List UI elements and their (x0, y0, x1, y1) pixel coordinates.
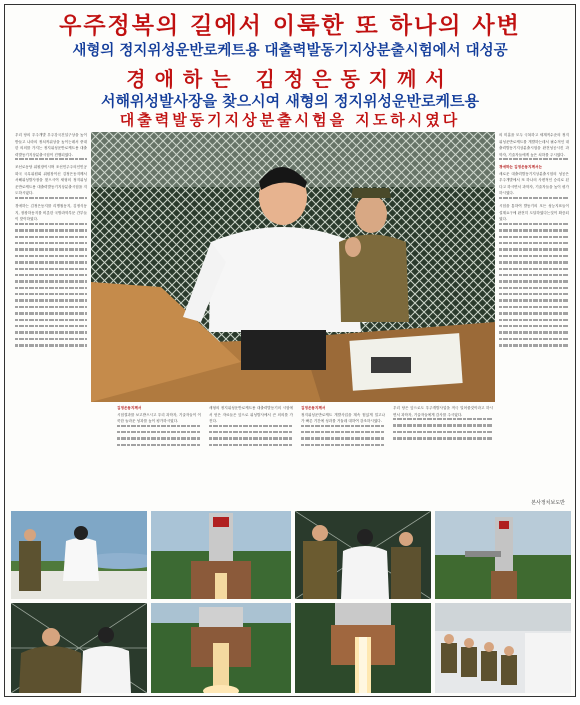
headline-sub: 새형의 정지위성운반로케트용 대출력발동기지상분출시험에서 대성공 (72, 43, 508, 59)
article-paragraph: 우리 당의 우주개발 우주강국건설구상을 높이 받들고 나라의 정치적위상을 높이는데서 중대한 의의를 가지는 정지위성운반로케트용 대출력발동기지상분출시험이 진행되였다. (15, 133, 87, 157)
headline-deck-1: 서해위성발사장을 찾으시여 새형의 정지위성운반로케트용 (101, 92, 479, 110)
thumb-engine-plume (295, 603, 431, 693)
article-paragraph: 우리 당은 앞으로도 우주개발사업을 적극 밀어줄것이라고 하시면서 과학자, 기술자들에게 감사를 주시였다. (393, 406, 493, 417)
article-column-right (499, 132, 569, 510)
article-column (301, 405, 385, 505)
thumb-control-room (435, 603, 571, 693)
headline-leader: 경애하는 김정은동지께서 (126, 67, 454, 91)
thumb-engine-closeup (151, 603, 291, 693)
thumb-officials-clapping (295, 511, 431, 599)
leader-observation-photo (91, 132, 495, 402)
article-paragraph: 정지위성운반로케트 개발사업을 계속 힘있게 밀고나가 빠른 기간에 성과를 거둘데 대하여 강조하시였다. (301, 412, 385, 423)
article-paragraph: 의 미흡을 모두 극복하고 세계적수준의 정지위성운반로케트를 개발하는데서 필수적인 대출력발동기지상분출시험을 완전성공시킨 과학자, 기술자들에게 높은 치하를 주시였다. (499, 133, 569, 157)
leader-name-highlight: 김정은동지께서 (301, 406, 326, 410)
headline-main: 우주정복의 길에서 이룩한 또 하나의 사변 (59, 13, 521, 39)
article-paragraph: 시험을 통하여 발동기의 모든 성능지표들이 설계요구에 완전히 도달하였다는것이 확증되였다. (499, 204, 569, 222)
newspaper-page (4, 4, 576, 697)
article-paragraph: 조선로동당 위원장이시며 조선민주주의인민공화국 국무위원회 위원장이신 김정은동지께서 서해위성발사장을 찾으시여 새형의 정지위성운반로케트용 대출력발동기지상분출시험을 지도하시였다. (15, 165, 87, 196)
article-paragraph: 시험결과를 보고받으시고 우리 과학자, 기술자들이 이룩한 놀라운 성과를 높이 평가하시였다. (117, 412, 201, 423)
photo-credit: 본사정치보도반 (531, 500, 565, 506)
article-paragraph: 새로운 대출력발동기지상분출시험의 성공은 우주개발에서 또 하나의 사변적인 승리로 된다고 하시면서 과학자, 기술자들을 높이 평가하시였다. (499, 171, 569, 196)
article-column-left (15, 132, 87, 510)
article-column (209, 405, 293, 505)
thumb-engine-distant (435, 511, 571, 599)
thumb-leader-officials (11, 603, 147, 693)
leader-name-highlight: 김정은동지께서 (117, 406, 142, 410)
article-column (393, 405, 493, 505)
article-paragraph: 새형의 정지위성운반로케트용 대출력발동기의 시험에서 얻은 자료들은 앞으로 위성발사에서 큰 의의를 가진다. (209, 406, 293, 423)
headline-deck-2: 대출력발동기지상분출시험을 지도하시였다 (119, 111, 461, 129)
article-column (117, 405, 201, 505)
leader-name-highlight: 경애하는 김정은동지께서는 (499, 165, 542, 170)
main-photo (91, 132, 495, 402)
article-paragraph: 경애하는 김정은동지를 리병철동지, 김정식동지, 장창하동지를 비롯한 국방과학부문 간부들이 맞이하였다. (15, 204, 87, 222)
thumb-engine-stand (151, 511, 291, 599)
thumb-leader-balcony (11, 511, 147, 599)
